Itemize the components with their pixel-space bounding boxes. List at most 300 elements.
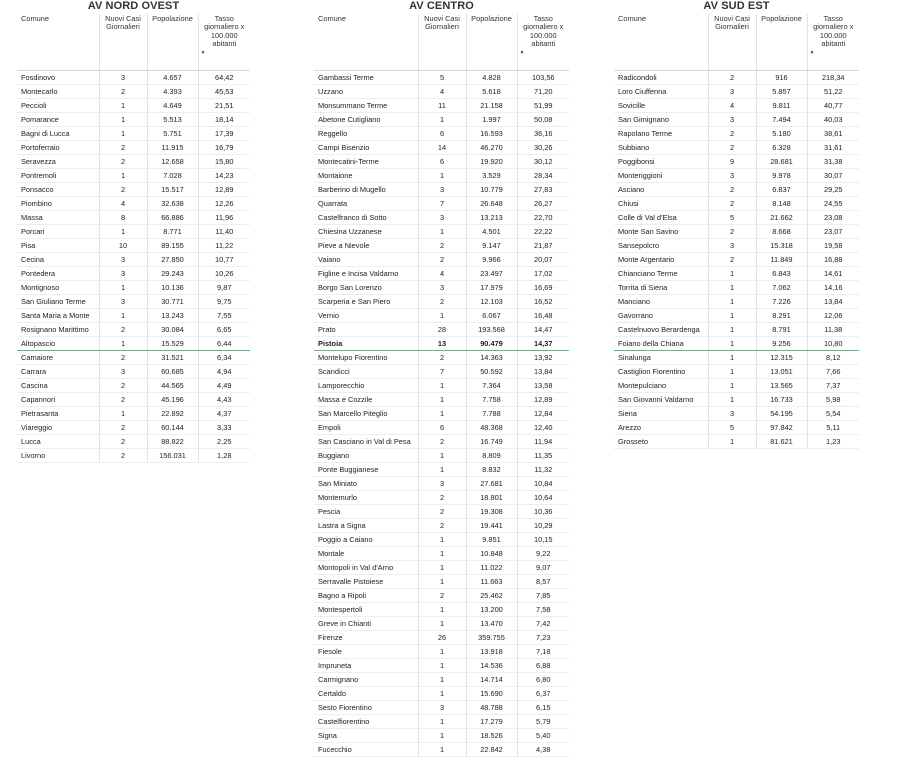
popolazione-cell: 31.521 [147, 350, 198, 364]
tasso-cell: 17,02 [517, 266, 569, 280]
table-row [17, 378, 250, 392]
popolazione-cell: 5.513 [147, 112, 198, 126]
table-row [314, 210, 569, 224]
comune-cell: Empoli [314, 420, 418, 434]
nuovi-casi-cell: 2 [708, 182, 756, 196]
table-row [17, 182, 250, 196]
tasso-cell: 7,18 [517, 644, 569, 658]
tasso-cell: 16,69 [517, 280, 569, 294]
nuovi-casi-cell: 6 [418, 154, 466, 168]
popolazione-cell: 19.441 [466, 518, 517, 532]
sort-descending-icon[interactable]: ▼ [519, 50, 525, 57]
nuovi-casi-cell: 3 [99, 70, 147, 84]
table-row [314, 84, 569, 98]
panel-title: AV NORD OVEST [87, 0, 180, 12]
tasso-cell: 16,88 [807, 252, 859, 266]
popolazione-cell: 32.638 [147, 196, 198, 210]
nuovi-casi-cell: 1 [418, 742, 466, 756]
nuovi-casi-cell: 1 [708, 294, 756, 308]
table-row [314, 700, 569, 714]
comune-cell: Ponsacco [17, 182, 99, 196]
table-row [17, 196, 250, 210]
nuovi-casi-cell: 1 [418, 532, 466, 546]
tasso-cell: 1,23 [807, 434, 859, 448]
comune-cell: Loro Ciuffenna [614, 84, 708, 98]
panel-av-sud-est [614, 0, 859, 449]
comune-cell: San Marcello Piteglio [314, 406, 418, 420]
popolazione-cell: 1.997 [466, 112, 517, 126]
table-row [314, 252, 569, 266]
popolazione-cell: 12.658 [147, 154, 198, 168]
popolazione-cell: 9.851 [466, 532, 517, 546]
table-row [17, 252, 250, 266]
nuovi-casi-cell: 1 [418, 672, 466, 686]
tasso-header-label: Tasso giornaliero x 100.000 abitanti [523, 14, 564, 48]
popolazione-cell: 16.593 [466, 126, 517, 140]
nuovi-casi-cell: 4 [418, 84, 466, 98]
tasso-cell: 16,52 [517, 294, 569, 308]
tasso-cell: 3,33 [198, 420, 250, 434]
nuovi-casi-cell: 2 [708, 196, 756, 210]
column-header-tasso[interactable] [198, 14, 250, 70]
nuovi-casi-cell: 1 [99, 406, 147, 420]
tasso-cell: 9,22 [517, 546, 569, 560]
table-row [314, 532, 569, 546]
nuovi-casi-cell: 1 [708, 434, 756, 448]
table-row [614, 168, 859, 182]
comune-cell: Sovicille [614, 98, 708, 112]
popolazione-cell: 15.318 [756, 238, 807, 252]
table-row [614, 336, 859, 350]
tasso-cell: 14,23 [198, 168, 250, 182]
table-row [614, 182, 859, 196]
panel-title: AV CENTRO [409, 0, 474, 12]
popolazione-cell: 12.315 [756, 350, 807, 364]
popolazione-cell: 46.270 [466, 140, 517, 154]
tasso-cell: 2,25 [198, 434, 250, 448]
nuovi-casi-cell: 14 [418, 140, 466, 154]
nuovi-casi-cell: 3 [708, 238, 756, 252]
nuovi-casi-cell: 1 [418, 714, 466, 728]
table-row [614, 280, 859, 294]
tasso-cell: 24,55 [807, 196, 859, 210]
tasso-cell: 14,16 [807, 280, 859, 294]
comune-cell: Arezzo [614, 420, 708, 434]
popolazione-cell: 156.031 [147, 448, 198, 462]
nuovi-casi-cell: 1 [708, 378, 756, 392]
popolazione-cell: 11.022 [466, 560, 517, 574]
column-header-tasso[interactable] [517, 14, 569, 70]
table-row [17, 392, 250, 406]
popolazione-cell: 7.758 [466, 392, 517, 406]
popolazione-cell: 11.849 [756, 252, 807, 266]
table-row [314, 364, 569, 378]
nuovi-casi-cell: 6 [418, 126, 466, 140]
data-table [614, 14, 859, 449]
comune-cell: Sesto Fiorentino [314, 700, 418, 714]
comune-cell: Fiesole [314, 644, 418, 658]
table-row [614, 434, 859, 448]
comune-cell: Lamporecchio [314, 378, 418, 392]
table-row [314, 420, 569, 434]
table-row [614, 308, 859, 322]
nuovi-casi-cell: 2 [418, 350, 466, 364]
comune-cell: Pietrasanta [17, 406, 99, 420]
tasso-cell: 9,75 [198, 294, 250, 308]
nuovi-casi-cell: 1 [708, 322, 756, 336]
tasso-cell: 7,58 [517, 602, 569, 616]
tasso-header-label: Tasso giornaliero x 100.000 abitanti [204, 14, 245, 48]
nuovi-casi-cell: 1 [418, 546, 466, 560]
tasso-cell: 14,37 [517, 336, 569, 350]
nuovi-casi-cell: 2 [99, 448, 147, 462]
tasso-cell: 10,84 [517, 476, 569, 490]
table-row [314, 70, 569, 84]
nuovi-casi-cell: 2 [99, 154, 147, 168]
tasso-cell: 6,37 [517, 686, 569, 700]
comune-cell: Uzzano [314, 84, 418, 98]
tasso-cell: 29,25 [807, 182, 859, 196]
popolazione-cell: 16.749 [466, 434, 517, 448]
nuovi-casi-cell: 2 [708, 224, 756, 238]
popolazione-cell: 15.529 [147, 336, 198, 350]
popolazione-cell: 7.028 [147, 168, 198, 182]
column-header-popolazione[interactable]: Popolazione [466, 14, 517, 70]
popolazione-cell: 45.196 [147, 392, 198, 406]
table-row [17, 70, 250, 84]
tasso-cell: 64,42 [198, 70, 250, 84]
comune-cell: Rapolano Terme [614, 126, 708, 140]
tasso-cell: 30,12 [517, 154, 569, 168]
table-row [614, 84, 859, 98]
nuovi-casi-cell: 5 [418, 70, 466, 84]
nuovi-casi-cell: 2 [418, 294, 466, 308]
popolazione-cell: 7.226 [756, 294, 807, 308]
nuovi-casi-cell: 7 [418, 364, 466, 378]
popolazione-cell: 13.051 [756, 364, 807, 378]
sort-descending-icon[interactable]: ▼ [200, 50, 206, 57]
column-header-nuovi-casi[interactable]: Nuovi Casi Giornalieri [708, 14, 756, 70]
comune-cell: Fucecchio [314, 742, 418, 756]
column-header-nuovi-casi[interactable]: Nuovi Casi Giornalieri [418, 14, 466, 70]
popolazione-cell: 9.978 [756, 168, 807, 182]
nuovi-casi-cell: 1 [418, 406, 466, 420]
tasso-cell: 10,77 [198, 252, 250, 266]
popolazione-cell: 15.517 [147, 182, 198, 196]
nuovi-casi-cell: 28 [418, 322, 466, 336]
nuovi-casi-cell: 8 [99, 210, 147, 224]
comune-cell: Buggiano [314, 448, 418, 462]
tasso-cell: 27,83 [517, 182, 569, 196]
nuovi-casi-cell: 1 [99, 126, 147, 140]
nuovi-casi-cell: 2 [418, 504, 466, 518]
comune-cell: Montopoli in Val d'Arno [314, 560, 418, 574]
table-row [17, 434, 250, 448]
table-row [17, 266, 250, 280]
nuovi-casi-cell: 1 [99, 280, 147, 294]
nuovi-casi-cell: 3 [418, 280, 466, 294]
table-row [614, 224, 859, 238]
table-row [614, 350, 859, 364]
table-row [314, 280, 569, 294]
popolazione-cell: 44.565 [147, 378, 198, 392]
nuovi-casi-cell: 2 [708, 70, 756, 84]
comune-cell: Lucca [17, 434, 99, 448]
comune-cell: Quarrata [314, 196, 418, 210]
popolazione-cell: 7.788 [466, 406, 517, 420]
nuovi-casi-cell: 1 [708, 364, 756, 378]
comune-cell: Chianciano Terme [614, 266, 708, 280]
comune-cell: Montignoso [17, 280, 99, 294]
popolazione-cell: 60.144 [147, 420, 198, 434]
comune-cell: Barberino di Mugello [314, 182, 418, 196]
popolazione-cell: 359.755 [466, 630, 517, 644]
comune-cell: Grosseto [614, 434, 708, 448]
nuovi-casi-cell: 3 [418, 182, 466, 196]
popolazione-cell: 25.462 [466, 588, 517, 602]
popolazione-cell: 14.714 [466, 672, 517, 686]
comune-cell: Montale [314, 546, 418, 560]
column-header-comune[interactable]: Comune [314, 14, 418, 70]
tasso-cell: 28,34 [517, 168, 569, 182]
comune-cell: Foiano della Chiana [614, 336, 708, 350]
tasso-cell: 7,55 [198, 308, 250, 322]
nuovi-casi-cell: 3 [418, 476, 466, 490]
popolazione-cell: 9.966 [466, 252, 517, 266]
tasso-cell: 7,23 [517, 630, 569, 644]
comune-cell: Massa e Cozzile [314, 392, 418, 406]
table-row [17, 364, 250, 378]
comune-cell: Monteriggioni [614, 168, 708, 182]
column-header-popolazione[interactable]: Popolazione [147, 14, 198, 70]
table-row [17, 224, 250, 238]
tasso-cell: 51,99 [517, 98, 569, 112]
popolazione-cell: 5.751 [147, 126, 198, 140]
table-row [314, 574, 569, 588]
comune-cell: Montaione [314, 168, 418, 182]
comune-cell: Prato [314, 322, 418, 336]
popolazione-cell: 19.308 [466, 504, 517, 518]
column-header-nuovi-casi[interactable]: Nuovi Casi Giornalieri [99, 14, 147, 70]
comune-cell: Scandicci [314, 364, 418, 378]
comune-cell: Altopascio [17, 336, 99, 350]
popolazione-cell: 26.648 [466, 196, 517, 210]
popolazione-cell: 11.663 [466, 574, 517, 588]
comune-cell: Monsummano Terme [314, 98, 418, 112]
comune-cell: Porcari [17, 224, 99, 238]
popolazione-cell: 8.809 [466, 448, 517, 462]
comune-cell: Torrita di Siena [614, 280, 708, 294]
popolazione-cell: 11.915 [147, 140, 198, 154]
popolazione-cell: 9.811 [756, 98, 807, 112]
comune-cell: Camaiore [17, 350, 99, 364]
comune-cell: Lastra a Signa [314, 518, 418, 532]
comune-cell: Ponte Buggianese [314, 462, 418, 476]
popolazione-cell: 18.801 [466, 490, 517, 504]
comune-cell: Chiesina Uzzanese [314, 224, 418, 238]
table-row [17, 112, 250, 126]
comune-cell: Bagni di Lucca [17, 126, 99, 140]
sort-descending-icon[interactable]: ▼ [809, 50, 815, 57]
table-row [314, 392, 569, 406]
popolazione-cell: 17.279 [466, 714, 517, 728]
tasso-cell: 1,28 [198, 448, 250, 462]
tasso-cell: 12,89 [517, 392, 569, 406]
comune-cell: San Casciano in Val di Pesa [314, 434, 418, 448]
table-row [17, 322, 250, 336]
comune-cell: Seravezza [17, 154, 99, 168]
column-header-tasso[interactable] [807, 14, 859, 70]
nuovi-casi-cell: 1 [418, 616, 466, 630]
panel-av-centro [314, 0, 569, 757]
tasso-cell: 31,61 [807, 140, 859, 154]
table-row [614, 126, 859, 140]
comune-cell: Figline e Incisa Valdarno [314, 266, 418, 280]
popolazione-cell: 8.771 [147, 224, 198, 238]
popolazione-cell: 8.791 [756, 322, 807, 336]
column-header-comune[interactable]: Comune [614, 14, 708, 70]
comune-cell: Monte Argentario [614, 252, 708, 266]
table-row [314, 308, 569, 322]
tasso-cell: 21,51 [198, 98, 250, 112]
table-row [17, 420, 250, 434]
nuovi-casi-cell: 6 [418, 420, 466, 434]
nuovi-casi-cell: 11 [418, 98, 466, 112]
comune-cell: Montespertoli [314, 602, 418, 616]
tasso-cell: 8,12 [807, 350, 859, 364]
tasso-cell: 7,66 [807, 364, 859, 378]
table-row [314, 588, 569, 602]
nuovi-casi-cell: 2 [418, 434, 466, 448]
tasso-cell: 11,22 [198, 238, 250, 252]
panel-title: AV SUD EST [703, 0, 770, 12]
popolazione-cell: 27.850 [147, 252, 198, 266]
popolazione-cell: 28.681 [756, 154, 807, 168]
table-row [314, 154, 569, 168]
popolazione-cell: 9.256 [756, 336, 807, 350]
tasso-cell: 10,36 [517, 504, 569, 518]
nuovi-casi-cell: 1 [708, 336, 756, 350]
comune-cell: Reggello [314, 126, 418, 140]
comune-cell: Scarperia e San Piero [314, 294, 418, 308]
table-row [314, 294, 569, 308]
comune-cell: Gambassi Terme [314, 70, 418, 84]
tasso-cell: 20,07 [517, 252, 569, 266]
popolazione-cell: 13.213 [466, 210, 517, 224]
comune-cell: Abetone Cutigliano [314, 112, 418, 126]
nuovi-casi-cell: 26 [418, 630, 466, 644]
table-row [614, 420, 859, 434]
table-row [314, 658, 569, 672]
comune-cell: Peccioli [17, 98, 99, 112]
popolazione-cell: 29.243 [147, 266, 198, 280]
popolazione-cell: 4.828 [466, 70, 517, 84]
comune-cell: Borgo San Lorenzo [314, 280, 418, 294]
nuovi-casi-cell: 2 [99, 84, 147, 98]
table-row [314, 616, 569, 630]
comune-cell: San Giovanni Valdarno [614, 392, 708, 406]
panel-av-nord-ovest [17, 0, 250, 463]
table-row [314, 742, 569, 756]
comune-cell: Vaiano [314, 252, 418, 266]
tasso-cell: 7,37 [807, 378, 859, 392]
table-row [314, 378, 569, 392]
nuovi-casi-cell: 2 [99, 322, 147, 336]
tasso-cell: 18,14 [198, 112, 250, 126]
tasso-cell: 13,84 [517, 364, 569, 378]
popolazione-cell: 23.497 [466, 266, 517, 280]
tasso-cell: 103,56 [517, 70, 569, 84]
comune-cell: Chiusi [614, 196, 708, 210]
comune-cell: Asciano [614, 182, 708, 196]
table-row [17, 84, 250, 98]
nuovi-casi-cell: 1 [708, 280, 756, 294]
comune-cell: Colle di Val d'Elsa [614, 210, 708, 224]
popolazione-cell: 13.918 [466, 644, 517, 658]
comune-cell: Pontremoli [17, 168, 99, 182]
comune-cell: San Gimignano [614, 112, 708, 126]
tasso-cell: 40,77 [807, 98, 859, 112]
nuovi-casi-cell: 4 [708, 98, 756, 112]
table-row [17, 210, 250, 224]
popolazione-cell: 7.364 [466, 378, 517, 392]
nuovi-casi-cell: 10 [99, 238, 147, 252]
comune-cell: Pieve a Nievole [314, 238, 418, 252]
tasso-cell: 7,85 [517, 588, 569, 602]
comune-cell: Livorno [17, 448, 99, 462]
popolazione-cell: 8.832 [466, 462, 517, 476]
table-row [314, 336, 569, 350]
table-row [314, 630, 569, 644]
table-row [614, 98, 859, 112]
nuovi-casi-cell: 1 [418, 560, 466, 574]
tasso-cell: 23,07 [807, 224, 859, 238]
tasso-cell: 6,44 [198, 336, 250, 350]
popolazione-cell: 13.565 [756, 378, 807, 392]
popolazione-cell: 30.084 [147, 322, 198, 336]
column-header-comune[interactable]: Comune [17, 14, 99, 70]
popolazione-cell: 18.526 [466, 728, 517, 742]
table-row [17, 140, 250, 154]
comune-cell: Firenze [314, 630, 418, 644]
comune-cell: Castiglion Fiorentino [614, 364, 708, 378]
tasso-cell: 30,26 [517, 140, 569, 154]
comune-cell: Serravalle Pistoiese [314, 574, 418, 588]
tasso-cell: 5,40 [517, 728, 569, 742]
popolazione-cell: 193.568 [466, 322, 517, 336]
tasso-cell: 4,94 [198, 364, 250, 378]
table-row [614, 406, 859, 420]
nuovi-casi-cell: 3 [99, 364, 147, 378]
popolazione-cell: 22.892 [147, 406, 198, 420]
popolazione-cell: 3.529 [466, 168, 517, 182]
comune-cell: Vernio [314, 308, 418, 322]
tasso-cell: 6,65 [198, 322, 250, 336]
tasso-cell: 22,70 [517, 210, 569, 224]
table-row [17, 168, 250, 182]
data-table [17, 14, 250, 463]
tasso-cell: 6,34 [198, 350, 250, 364]
tasso-cell: 11,35 [517, 448, 569, 462]
comune-cell: Cecina [17, 252, 99, 266]
table-row [614, 294, 859, 308]
comune-cell: Sinalunga [614, 350, 708, 364]
table-row [17, 126, 250, 140]
nuovi-casi-cell: 1 [99, 98, 147, 112]
nuovi-casi-cell: 3 [99, 266, 147, 280]
column-header-popolazione[interactable]: Popolazione [756, 14, 807, 70]
tasso-cell: 13,84 [807, 294, 859, 308]
